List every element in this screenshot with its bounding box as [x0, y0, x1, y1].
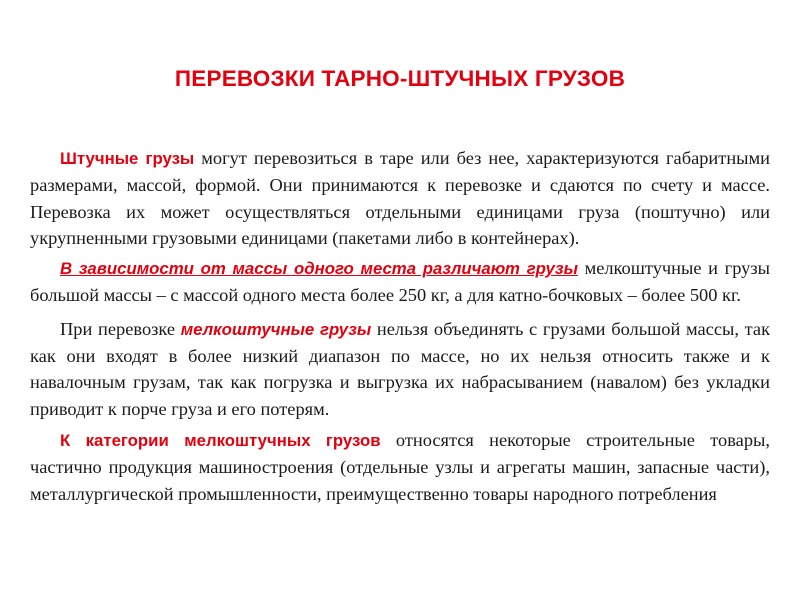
- highlight-term: мелкоштучные грузы: [180, 319, 372, 339]
- paragraph-4: [30, 427, 770, 507]
- page-title: ПЕРЕВОЗКИ ТАРНО-ШТУЧНЫХ ГРУЗОВ: [174, 66, 626, 91]
- paragraph-text: мелкоштучные и грузы большой массы – с массой одного места более 250 кг, а для катно-бочковых – более 500 кг.: [30, 258, 770, 306]
- paragraph-text: нельзя объединять с грузами большой массы, так как они входят в более низкий диапазон по массе, но их нельзя относить также и к навалочным грузам, так как погрузка и выгрузка их набрасыванием (навалом) без укладки приводит к порче груза и его потерям.: [30, 318, 770, 419]
- paragraph-text: относятся некоторые строительные товары, частично продукция машиностроения (отдельные узлы и агрегаты машин, запасные части), металлургической промышленности, преимущественно товары народного потребления: [30, 429, 770, 504]
- paragraph-prefix: При перевозке: [60, 318, 181, 339]
- paragraph-2: [30, 255, 770, 309]
- document-body: [30, 145, 770, 507]
- paragraph-1: [30, 145, 770, 251]
- highlight-term: В зависимости от массы одного места различают грузы: [60, 259, 578, 279]
- paragraph-3: [30, 316, 770, 422]
- paragraph-text: могут перевозиться в таре или без нее, характеризуются габаритными размерами, массой, формой. Они принимаются к перевозке и сдаются по счету и массе. Перевозка их может осуществляться отдельными единицами груза (поштучно) или укрупненными грузовыми единицами (пакетами либо в контейнерах).: [30, 148, 770, 248]
- highlight-term: К категории мелкоштучных грузов: [60, 430, 381, 450]
- highlight-term: Штучные грузы: [60, 149, 195, 168]
